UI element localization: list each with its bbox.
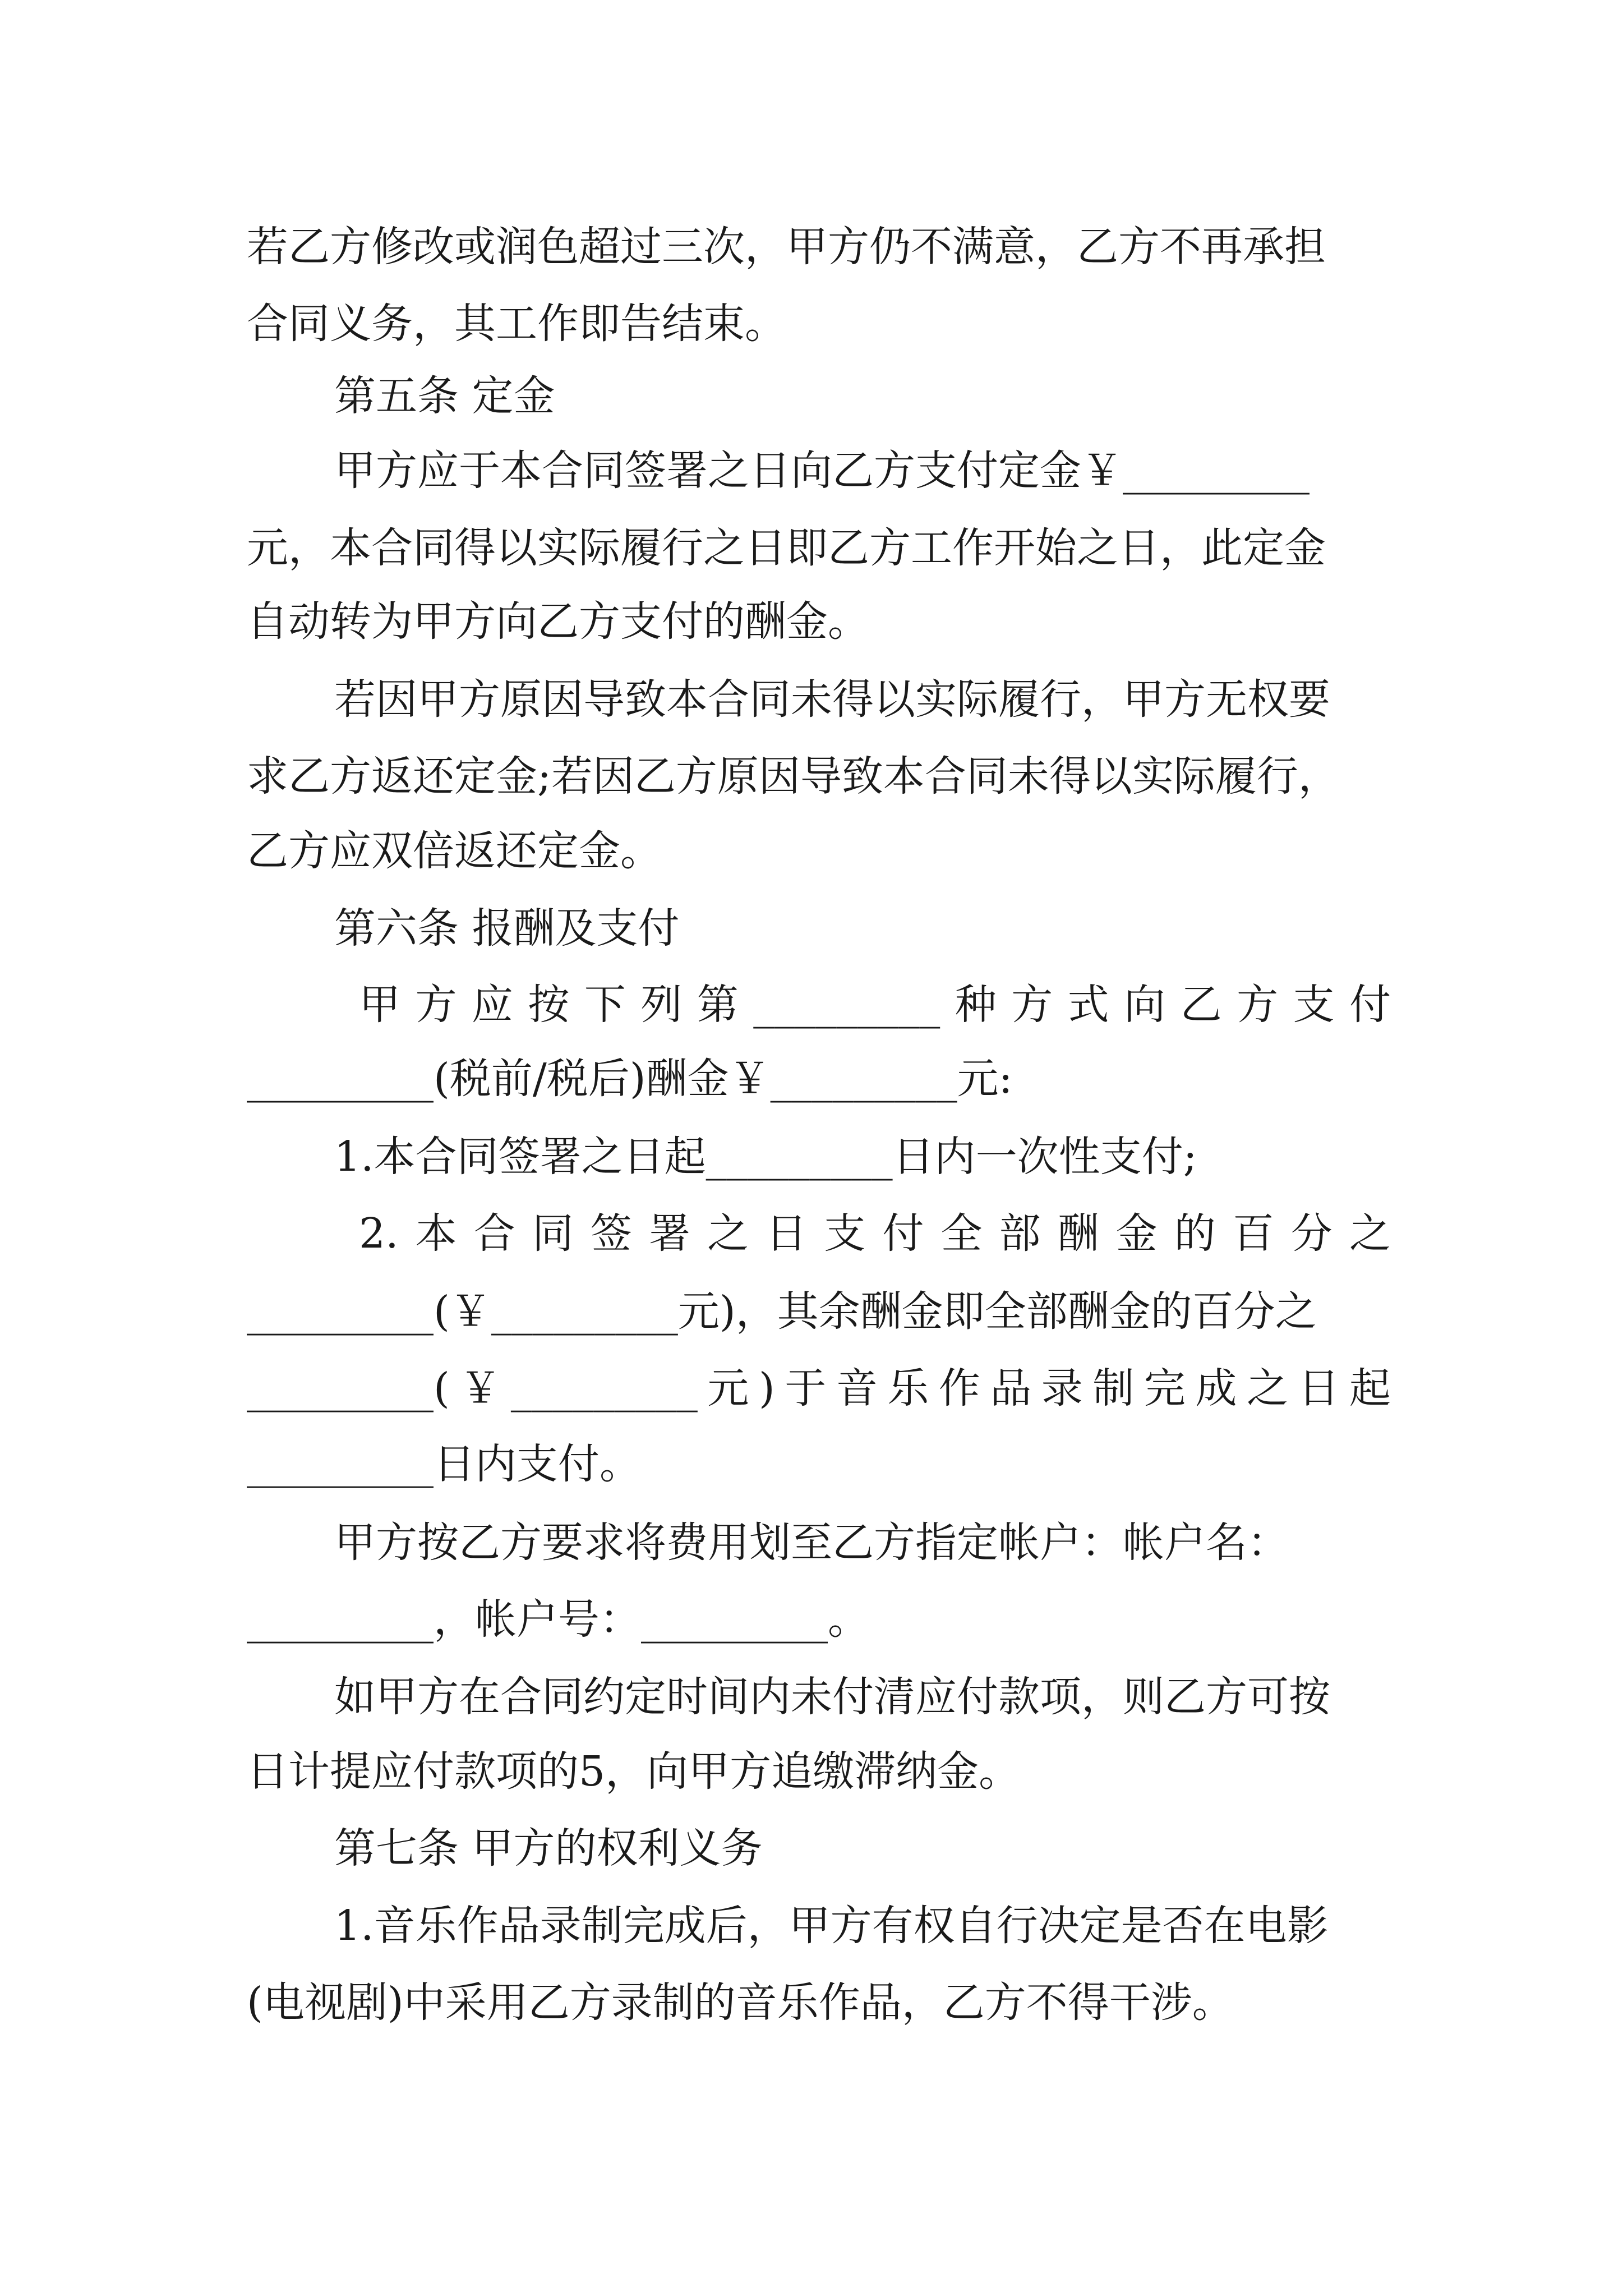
text-line: 2.本合同签署之日支付全部酬金的百分之 (359, 1209, 1391, 1258)
text-line: 乙方应双倍返还定金。 (247, 827, 662, 875)
text-line: _________(￥_________元)，其余酬金即全部酬金的百分之 (247, 1287, 1317, 1336)
text-line: 如甲方在合同约定时间内未付清应付款项，则乙方可按 (334, 1673, 1330, 1721)
text-line: 合同义务，其工作即告结束。 (247, 300, 786, 348)
text-line: _________(税前/税后)酬金￥_________元: (247, 1055, 1013, 1103)
text-line: 求乙方返还定金;若因乙方原因导致本合同未得以实际履行， (247, 752, 1340, 800)
text-line: _________(￥_________元)于音乐作品录制完成之日起 (247, 1364, 1391, 1412)
text-line: 1.本合同签署之日起_________日内一次性支付; (334, 1133, 1197, 1181)
section-heading: 第五条 定金 (334, 372, 555, 420)
text-line: 元，本合同得以实际履行之日即乙方工作开始之日，此定金 (247, 524, 1326, 572)
section-heading: 第六条 报酬及支付 (334, 904, 680, 953)
text-line: 甲方按乙方要求将费用划至乙方指定帐户：帐户名： (334, 1519, 1289, 1567)
section-heading: 第七条 甲方的权利义务 (334, 1824, 763, 1872)
text-line: 若因甲方原因导致本合同未得以实际履行，甲方无权要 (334, 675, 1330, 724)
text-line: 甲方应于本合同签署之日向乙方支付定金￥_________ (334, 447, 1310, 495)
text-line: (电视剧)中采用乙方录制的音乐作品，乙方不得干涉。 (247, 1978, 1234, 2027)
text-line: 日计提应付款项的5，向甲方追缴滞纳金。 (247, 1747, 1021, 1796)
text-line: 甲方应按下列第_________种方式向乙方支付 (359, 981, 1391, 1029)
text-line: _________日内支付。 (247, 1440, 641, 1488)
text-line: _________，帐户号：_________。 (247, 1595, 869, 1644)
text-line: 自动转为甲方向乙方支付的酬金。 (247, 597, 869, 646)
text-line: 若乙方修改或润色超过三次，甲方仍不满意，乙方不再承担 (247, 223, 1326, 271)
text-line: 1.音乐作品录制完成后，甲方有权自行决定是否在电影 (334, 1902, 1329, 1950)
